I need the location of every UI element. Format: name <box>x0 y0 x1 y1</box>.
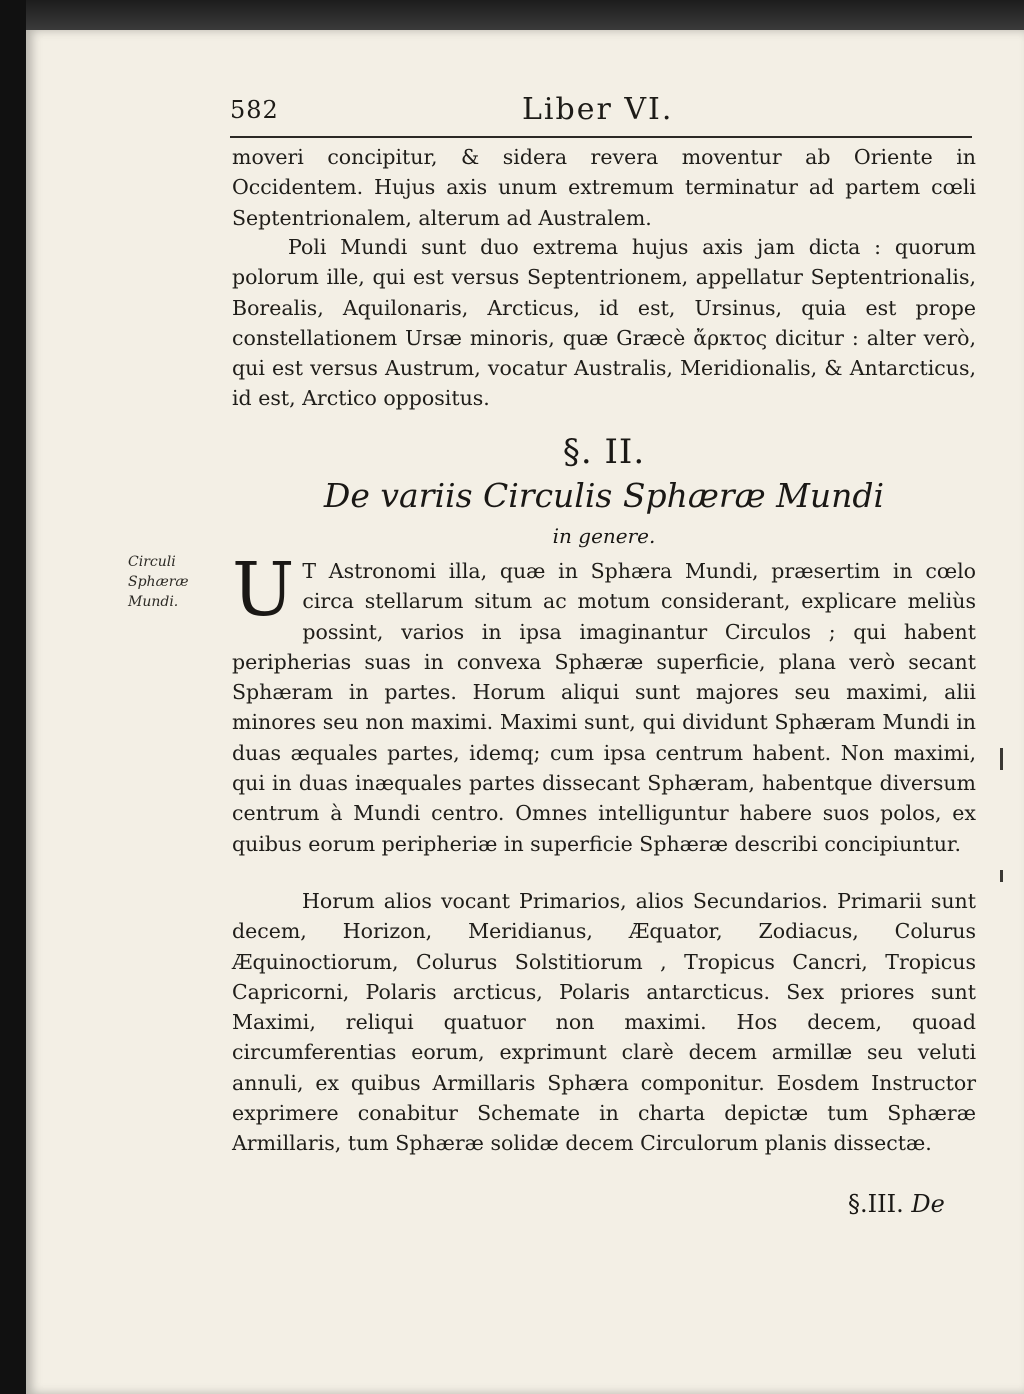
page-top-edge <box>26 0 1024 30</box>
page-number: 582 <box>230 96 279 124</box>
section-number: §. II. <box>562 432 646 472</box>
section-subtitle: in genere. <box>552 524 656 548</box>
paragraph-circuli <box>232 547 976 859</box>
header-rule <box>230 136 972 138</box>
margin-note: Circuli Sphæræ Mundi. <box>128 554 189 610</box>
catchword <box>848 1190 945 1218</box>
paragraph-primarii: Horum alios vocant Primarios, alios Secundarios. Primarii sunt decem, Horizon, Meridianus, Æquator, Zodiacus, Colurus Æquinoctiorum, Colurus Solstitiorum , Tropicus Cancri, Tropicus Capricorni, Polaris arcticus, Polaris antarcticus. Sex priores sunt Maximi, reliqui quatuor non maximi. Hos decem, quoad circumferentias eorum, exprimunt clarè decem armillæ seu veluti annuli, ex quibus Armillaris Sphæra componitur. Eosdem Instructor exprimere conabitur Schemate in charta depictæ tum Sphæræ Armillaris, tum Sphæræ solidæ decem Circulorum planis dissectæ. <box>232 889 976 1156</box>
margin-speck <box>1000 748 1003 770</box>
section-title: De variis Circulis Sphæræ Mundi <box>323 476 885 515</box>
running-title: Liber VI. <box>522 92 674 127</box>
drop-cap: U <box>232 547 295 633</box>
margin-speck <box>1000 870 1003 882</box>
catchword-word: De <box>911 1190 945 1218</box>
paragraph-poli-mundi: Poli Mundi sunt duo extrema hujus axis jam dicta : quorum polorum ille, qui est versus Septentrionem, appellatur Septentrionalis, Borealis, Aquilonaris, Arcticus, id est, Ursinus, quia est prope constellationem Ursæ minoris, quæ Græcè ἄρκτος dicitur : alter verò, qui est versus Austrum, vocatur Australis, Meridionalis, & Antarcticus, id est, Arctico oppositus. <box>232 235 976 411</box>
running-header <box>230 92 972 134</box>
paragraph-continued: moveri concipitur, & sidera revera moventur ab Oriente in Occidentem. Hujus axis unum extremum terminatur ad partem cœli Septentrionalem, alterum ad Australem. <box>232 145 976 230</box>
paragraph-circuli-text: T Astronomi illa, quæ in Sphæra Mundi, præsertim in cœlo circa stellarum situm ac motum considerant, explicare meliùs possint, varios in ipsa imaginantur Circulos ; qui habent peripherias suas in convexa Sphæræ superficie, plana verò secant Sphæram in partes. Horum aliqui sunt majores seu maximi, alii minores seu non maximi. Maximi sunt, qui dividunt Sphæram Mundi in duas æquales partes, idemq; cum ipsa centrum habent. Non maximi, qui in duas inæquales partes dissecant Sphæram, habentque diversum centrum à Mundi centro. Omnes intelliguntur habere suos polos, ex quibus eorum peripheriæ in superficie Sphæræ describi concipiuntur. <box>232 559 976 856</box>
book-spine <box>0 0 26 1394</box>
catchword-section: §.III. <box>848 1190 904 1218</box>
